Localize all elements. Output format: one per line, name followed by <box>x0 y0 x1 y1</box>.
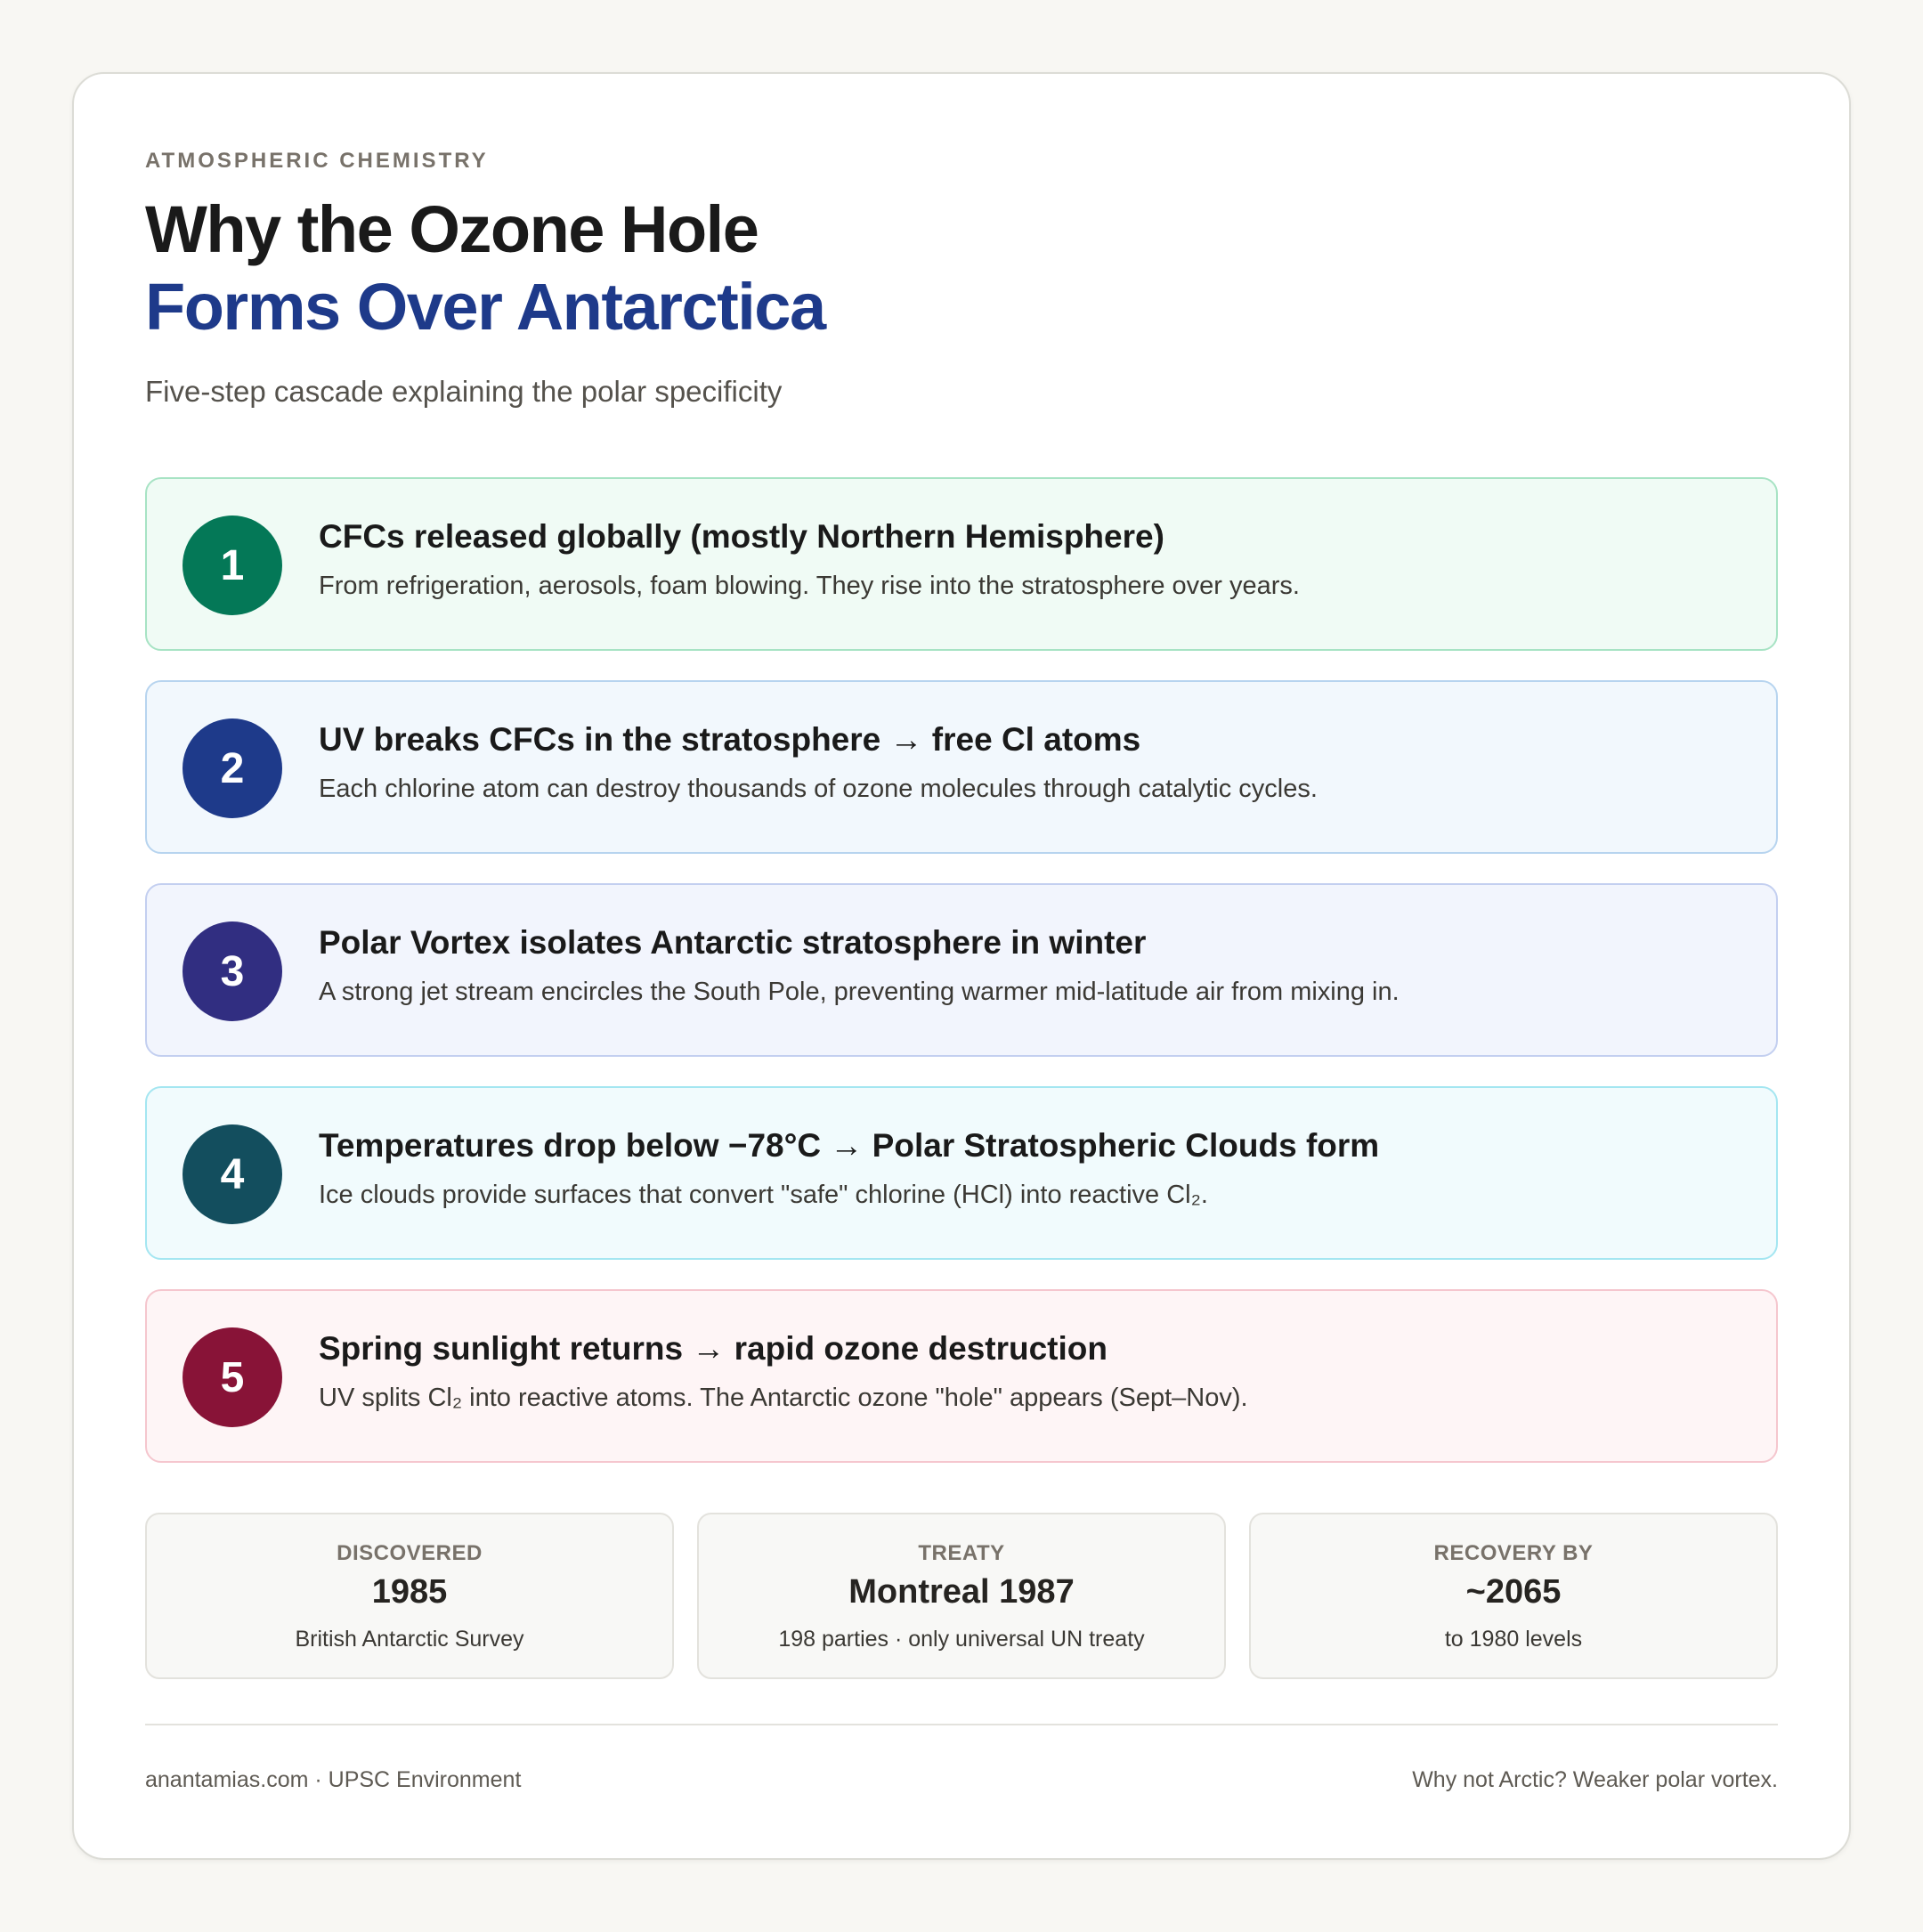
stats-row <box>145 1513 1778 1679</box>
step-number-badge: 5 <box>183 1327 282 1427</box>
page-title-line1: Why the Ozone Hole <box>145 192 759 266</box>
stat-card-discovered <box>145 1513 674 1679</box>
step-title: UV breaks CFCs in the stratosphere → free Cl atoms <box>319 721 1141 758</box>
step-number-badge: 2 <box>183 718 282 818</box>
step-title: Polar Vortex isolates Antarctic stratosphere in winter <box>319 924 1147 961</box>
stat-label: TREATY <box>918 1541 1005 1565</box>
page-subtitle: Five-step cascade explaining the polar specificity <box>145 375 783 408</box>
step-card-2 <box>145 680 1778 854</box>
stat-card-treaty <box>697 1513 1226 1679</box>
step-card-5 <box>145 1289 1778 1463</box>
step-card-1 <box>145 477 1778 651</box>
stat-detail: British Antarctic Survey <box>295 1627 524 1652</box>
step-title: CFCs released globally (mostly Northern Hemisphere) <box>319 518 1164 555</box>
step-description: UV splits Cl₂ into reactive atoms. The Antarctic ozone "hole" appears (Sept–Nov). <box>319 1384 1248 1412</box>
eyebrow-label: ATMOSPHERIC CHEMISTRY <box>145 149 489 173</box>
step-card-4 <box>145 1086 1778 1260</box>
card-content <box>145 74 1778 1858</box>
stat-detail: 198 parties · only universal UN treaty <box>778 1627 1145 1652</box>
step-description: Each chlorine atom can destroy thousands of ozone molecules through catalytic cycles. <box>319 775 1318 803</box>
stat-value: 1985 <box>371 1573 448 1611</box>
stat-label: RECOVERY BY <box>1433 1541 1594 1565</box>
stat-value: Montreal 1987 <box>848 1573 1075 1611</box>
step-title: Temperatures drop below −78°C → Polar Stratospheric Clouds form <box>319 1127 1380 1164</box>
infographic-card <box>72 72 1851 1860</box>
stat-label: DISCOVERED <box>337 1541 483 1565</box>
stat-card-recovery <box>1249 1513 1778 1679</box>
step-card-3 <box>145 883 1778 1057</box>
step-number-badge: 4 <box>183 1124 282 1224</box>
step-description: Ice clouds provide surfaces that convert "safe" chlorine (HCl) into reactive Cl₂. <box>319 1181 1208 1209</box>
stat-value: ~2065 <box>1465 1573 1562 1611</box>
page-title-line2: Forms Over Antarctica <box>145 270 825 344</box>
footer-source: anantamias.com · UPSC Environment <box>145 1767 522 1792</box>
footer-divider <box>145 1724 1778 1725</box>
footer-note: Why not Arctic? Weaker polar vortex. <box>1412 1767 1778 1792</box>
step-number-badge: 1 <box>183 515 282 615</box>
step-number-badge: 3 <box>183 921 282 1021</box>
step-description: From refrigeration, aerosols, foam blowing. They rise into the stratosphere over years. <box>319 572 1300 600</box>
step-description: A strong jet stream encircles the South Pole, preventing warmer mid-latitude air from mixing in. <box>319 978 1400 1006</box>
step-list <box>145 477 1778 1492</box>
stat-detail: to 1980 levels <box>1444 1627 1583 1652</box>
step-title: Spring sunlight returns → rapid ozone destruction <box>319 1330 1108 1367</box>
